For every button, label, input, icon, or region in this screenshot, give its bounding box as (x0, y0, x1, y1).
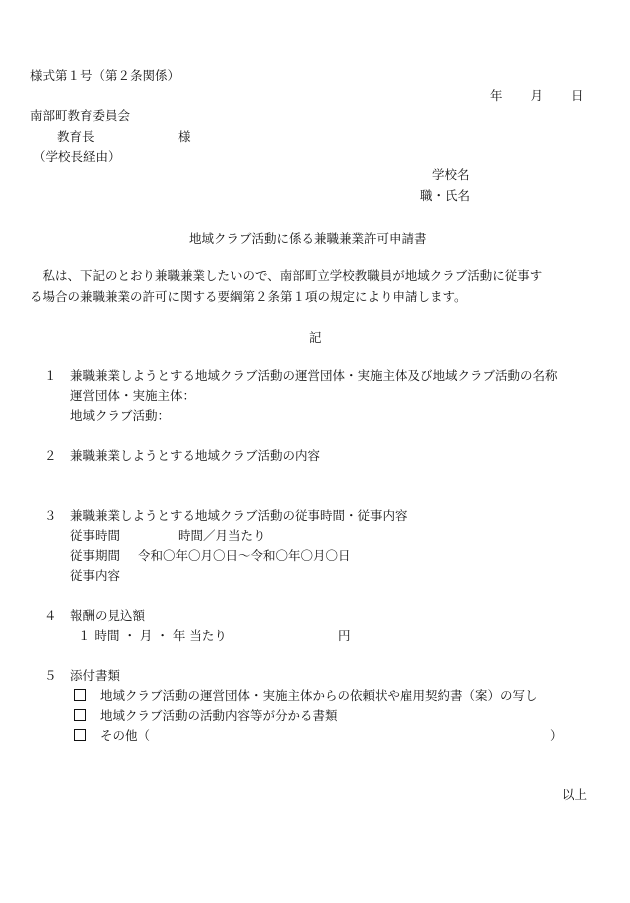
via-principal: （学校長経由） (33, 149, 121, 164)
attachment-1-checkbox[interactable] (74, 689, 86, 701)
attachment-2 (74, 706, 338, 726)
item3-heading: 兼職兼業しようとする地域クラブ活動の従事時間・従事内容 (70, 508, 408, 523)
item1-heading: 兼職兼業しようとする地域クラブ活動の運営団体・実施主体及び地域クラブ活動の名称 (70, 368, 558, 383)
item3-number: ３ (44, 508, 57, 523)
document-title: 地域クラブ活動に係る兼職兼業許可申請書 (189, 231, 427, 246)
item1-club-activity: 地域クラブ活動： (70, 408, 171, 423)
board-name: 南部町教育委員会 (30, 108, 131, 123)
school-name-label: 学校名 (432, 167, 470, 182)
attachment-2-label: 地域クラブ活動の活動内容等が分かる書類 (100, 708, 338, 723)
item4-number: ４ (44, 608, 57, 623)
item4-heading: 報酬の見込額 (70, 608, 146, 623)
date-month: 月 (530, 88, 544, 103)
attachment-3-close-paren: ） (550, 728, 563, 743)
item3-period-label: 従事期間 (70, 548, 121, 563)
body-line-1: 私は、下記のとおり兼職兼業したいので、南部町立学校教職員が地域クラブ活動に従事す (30, 268, 543, 283)
item4-yen: 円 (338, 628, 351, 643)
form-number: 様式第１号（第２条関係） (30, 68, 181, 83)
attachment-3 (74, 726, 150, 746)
body-paragraph (30, 265, 590, 307)
item3-content-label: 従事内容 (70, 568, 121, 583)
attachment-1 (74, 686, 538, 706)
item3-time-value: 時間／月当たり (178, 528, 266, 543)
honorific: 様 (178, 129, 191, 144)
item4-rate-line: １ 時間 ・ 月 ・ 年 当たり (78, 628, 227, 643)
superintendent-label: 教育長 (57, 129, 95, 144)
item1-number: １ (44, 368, 57, 383)
attachment-3-label: その他（ (100, 728, 151, 743)
body-line-2: る場合の兼職兼業の許可に関する要綱第２条第１項の規定により申請します。 (30, 289, 467, 304)
attachment-2-checkbox[interactable] (74, 709, 86, 721)
item5-number: ５ (44, 668, 57, 683)
item5-heading: 添付書類 (70, 668, 121, 683)
item3-time-label: 従事時間 (70, 528, 121, 543)
attachment-3-checkbox[interactable] (74, 729, 86, 741)
ki-heading: 記 (309, 330, 322, 345)
item2-number: ２ (44, 448, 57, 463)
item2-heading: 兼職兼業しようとする地域クラブ活動の内容 (70, 448, 321, 463)
date-day: 日 (571, 88, 584, 103)
item3-period-value: 令和〇年〇月〇日～令和〇年〇月〇日 (138, 548, 351, 563)
attachment-1-label: 地域クラブ活動の運営団体・実施主体からの依頼状や雇用契約書（案）の写し (100, 688, 538, 703)
position-name-label: 職・氏名 (420, 188, 471, 203)
date-year: 年 (490, 88, 503, 103)
item1-organizer: 運営団体・実施主体： (70, 388, 196, 403)
closing-ijo: 以上 (562, 787, 588, 802)
date-line (490, 86, 584, 106)
